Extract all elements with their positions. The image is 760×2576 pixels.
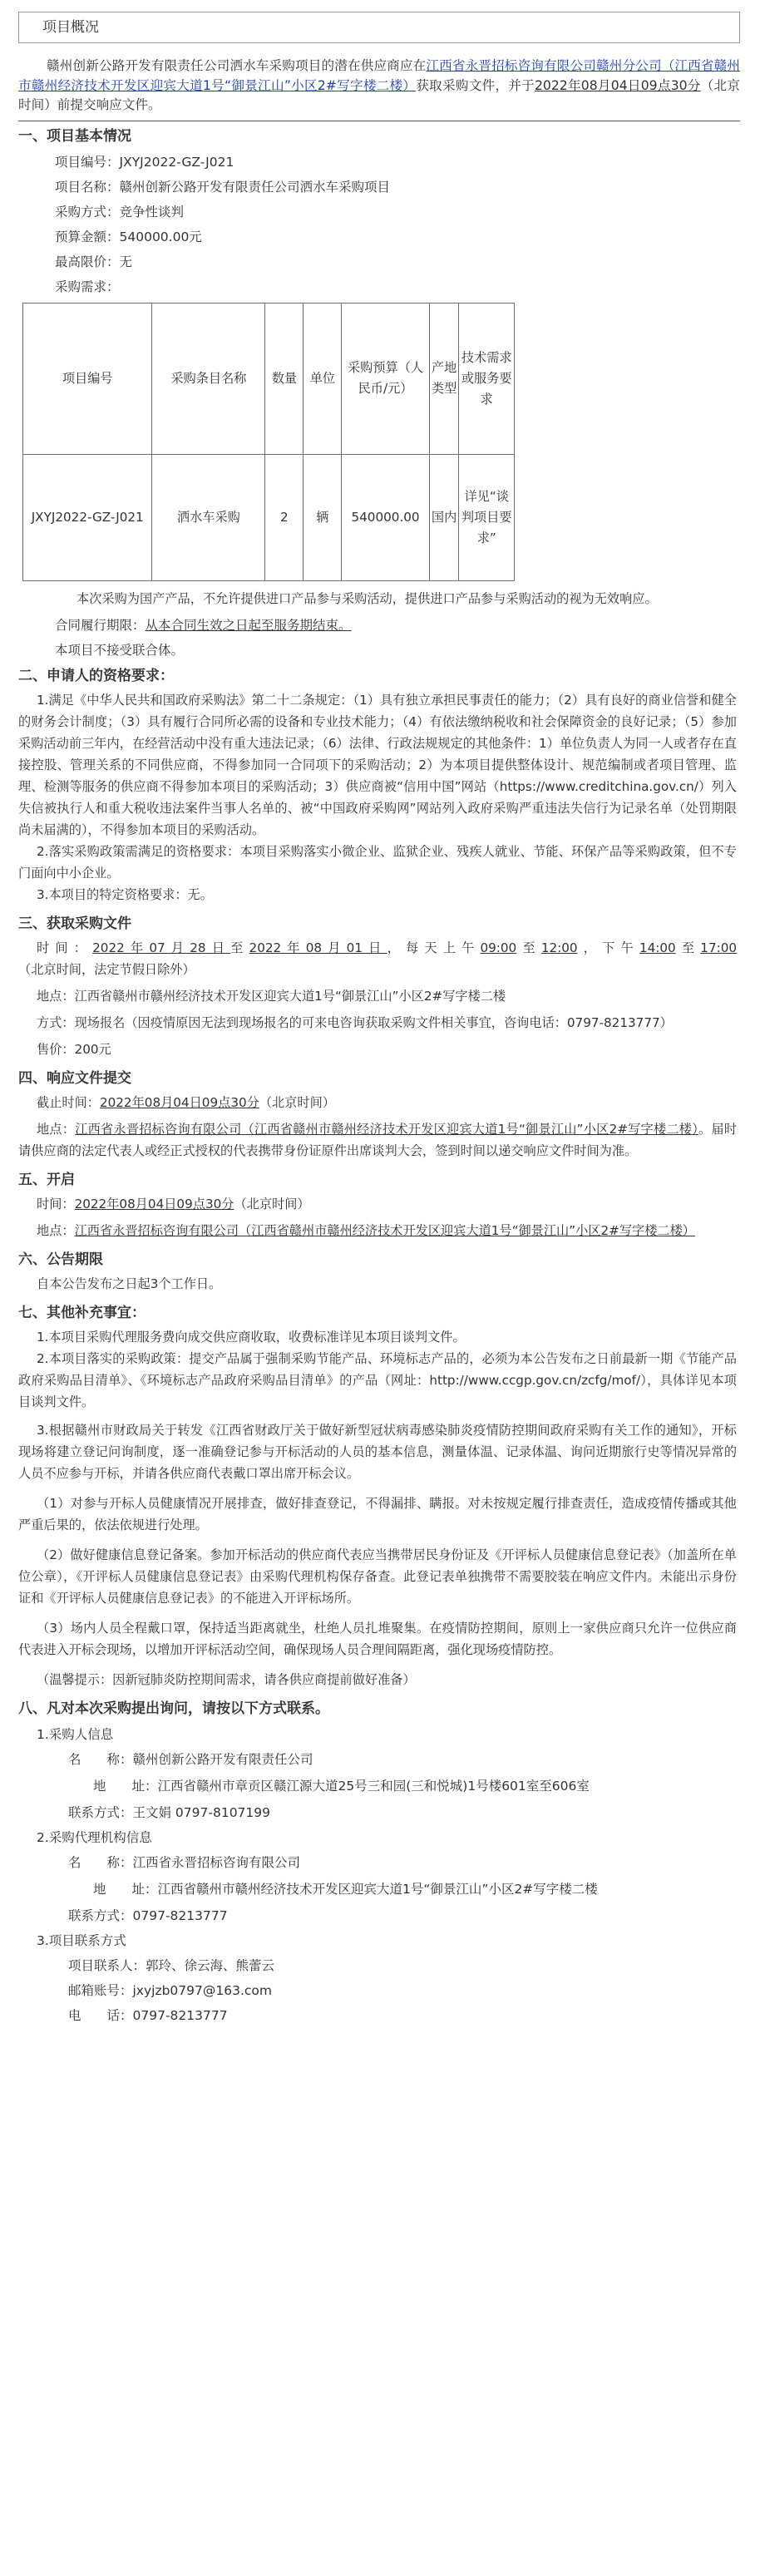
summary-paragraph [18,57,740,116]
table-header-cell: 数量 [265,303,304,454]
budget-amount: 预算金额：540000.00元 [55,229,202,244]
table-header-cell: 采购预算（人民币/元） [342,303,429,454]
contract-period-value: 从本合同生效之日起至服务期结束。 [145,617,352,633]
consortium-note: 本项目不接受联合体。 [55,642,185,658]
purchaser-heading: 1.采购人信息 [37,1726,114,1742]
time-tail: （北京时间，法定节假日除外） [18,961,195,977]
acquisition-method: 方式：现场报名（因疫情原因无法到现场报名的可来电咨询获取采购文件相关事宜，咨询电话：0797-8213777） [37,1014,673,1030]
domestic-note: 本次采购为国产产品，不允许提供进口产品参与采购活动，提供进口产品参与采购活动的视为无效响应。 [76,590,658,606]
place-tail: 。届时请供应商的法定代表人或经正式授权的代表携带身份证原件出席谈判大会，签到时间以递交响应文件时间为准。 [18,1121,738,1158]
agency-heading: 2.采购代理机构信息 [37,1829,152,1845]
table-cell: 辆 [304,454,342,580]
agency-address-link[interactable]: （江西省赣州市赣州经济技术开发区迎宾大道1号“御景江山”小区2#写字楼二楼） [18,58,740,93]
section-1-title: 一、项目基本情况 [18,127,131,145]
agency-name-link[interactable]: 江西省永晋招标咨询有限公司赣州分公司 [426,58,662,73]
requirements-table [22,303,515,581]
opening-time-value: 2022年08月04日09点30分 [74,1196,234,1212]
supplement-3: 3.根据赣州市财政局关于转发《江西省财政厅关于做好新型冠状病毒感染肺炎疫情防控期间政府采购有关工作的通知》，开标现场将建立登记问询制度，逐一准确登记参与开标活动的人员的基本信息，测量体温、记录体温、询问近期旅行史等情况异常的人员不应参与开标，并请各供应商代表戴口罩出席开标会议。 [18,1422,737,1481]
procurement-needs-label: 采购需求： [55,279,120,294]
opening-place-value: 江西省永晋招标咨询有限公司（江西省赣州市赣州经济技术开发区迎宾大道1号“御景江山”小区2#写字楼二楼） [74,1222,695,1238]
project-number: 项目编号：JXYJ2022-GZ-J021 [55,154,234,170]
pm-label: ，下午 [577,940,639,955]
section-2-title: 二、申请人的资格要求： [18,667,174,684]
table-header-cell: 技术需求或服务要求 [459,303,515,454]
purchaser-name-row [18,1747,740,1772]
place-label: 地点： [37,1121,76,1137]
agency-address-row [18,1878,740,1900]
pm-start: 14:00 [639,940,676,955]
deadline-tail: （北京时间） [259,1094,335,1110]
purchaser-name-label: 名 称： [68,1751,133,1767]
supplement-5: （2）做好健康信息登记备案。参加开标活动的供应商代表应当携带居民身份证及《开评标人员健康信息登记表》（加盖所在单位公章），《开评标人员健康信息登记表》由采购代理机构保存备查。此登记表单独携带不需要胶装在响应文件内。未能出示身份证和《开评标人员健康信息登记表》的不能进入开评标场所。 [18,1547,737,1606]
purchaser-name: 赣州创新公路开发有限责任公司 [132,1751,313,1767]
announcement-page [18,12,740,2028]
project-contact-phone: 电 话：0797-8213777 [68,2007,228,2023]
table-header-cell: 采购条目名称 [152,303,265,454]
opening-time-tail: （北京时间） [234,1196,310,1212]
max-price: 最高限价：无 [55,254,133,269]
qualification-item-2: 2.落实采购政策需满足的资格要求：本项目采购落实小微企业、监狱企业、残疾人就业、节能、环保产品等采购政策，但不专门面向中小企业。 [18,843,737,881]
section-6-title: 六、公告期限 [18,1251,103,1268]
opening-place-label: 地点： [37,1222,75,1238]
table-header-row [23,303,515,454]
acquisition-place: 地点：江西省赣州市赣州经济技术开发区迎宾大道1号“御景江山”小区2#写字楼二楼 [37,988,506,1004]
purchaser-address-row [18,1775,740,1797]
notice-period: 自本公告发布之日起3个工作日。 [37,1276,222,1291]
supplement-4: （1）对参与开标人员健康情况开展排查，做好排查登记，不得漏排、瞒报。对未按规定履行排查责任，造成疫情传播或其他严重后果的，依法依规进行处理。 [18,1495,737,1532]
place-value: 江西省永晋招标咨询有限公司（江西省赣州市赣州经济技术开发区迎宾大道1号“御景江山”小区2#写字楼二楼） [75,1121,699,1137]
section-8-title: 八、凡对本次采购提出询问，请按以下方式联系。 [18,1700,329,1717]
pm-end: 17:00 [700,940,738,955]
overview-box [18,12,740,43]
date-start: 2022年07月28日 [92,940,231,955]
opening-time-label: 时间： [37,1196,75,1212]
contract-period-label: 合同履行期限： [55,617,146,633]
section-5-title: 五、开启 [18,1171,75,1188]
agency-contact: 联系方式：0797-8213777 [68,1907,228,1923]
project-contact-people: 项目联系人：郭玲、徐云海、熊蕾云 [68,1957,275,1973]
purchaser-contact: 联系方式：王文娟 0797-8107199 [68,1804,270,1820]
section-3-title: 三、获取采购文件 [18,915,131,932]
table-row [23,454,515,580]
submission-place [18,1118,740,1162]
submission-deadline [18,1092,740,1113]
project-contact-email: 邮箱账号：jxyjzb0797@163.com [68,1982,272,1998]
qualification-item-1: 1.满足《中华人民共和国政府采购法》第二十二条规定：（1）具有独立承担民事责任的能力；（2）具有良好的商业信誉和健全的财务会计制度；（3）具有履行合同所必需的设备和专业技术能力；（4）有依法缴纳税收和社会保障资金的良好记录；（5）参加采购活动前三年内，在经营活动中没有重大违法记录；（6）法律、行政法规规定的其他条件：1）单位负责人为同一人或者存在直接控股、管理关系的不同供应商，不得参加同一合同项下的采购活动；2）为本项目提供整体设计、规范编制或者项目管理、监理、检测等服务的供应商不得参加本项目的采购活动；3）供应商被“信用中国”网站（https://www.creditchina.gov.cn/）列入失信被执行人和重大税收违法案件当事人名单的、被“中国政府采购网”网站列入政府采购严重违法失信行为记录名单（处罚期限尚未届满的），不得参加本项目的采购活动。 [18,692,737,837]
summary-text-3: （北京时间）前提交响应文件。 [18,77,740,112]
time-label: 时间： [37,940,93,955]
agency-name-label: 名 称： [68,1854,133,1870]
table-cell: 540000.00 [342,454,429,580]
am-end: 12:00 [540,940,578,955]
to-text: 至 [675,940,701,955]
agency-address: 江西省赣州市赣州经济技术开发区迎宾大道1号“御景江山”小区2#写字楼二楼 [157,1881,598,1897]
summary-deadline: 2022年08月04日09点30分 [535,77,701,93]
supplement-1: 1.本项目采购代理服务费向成交供应商收取，收费标准详见本项目谈判文件。 [37,1329,466,1345]
table-cell: 洒水车采购 [152,454,265,580]
table-cell: 国内 [429,454,459,580]
project-contact-heading: 3.项目联系方式 [37,1932,126,1948]
summary-text-2: 获取采购文件，并于 [416,77,535,93]
to-text: 至 [230,940,249,955]
section-4-title: 四、响应文件提交 [18,1069,131,1087]
purchaser-address: 江西省赣州市章贡区赣江源大道25号三和园(三和悦城)1号楼601室至606室 [157,1778,590,1794]
procurement-method: 采购方式：竞争性谈判 [55,204,185,220]
document-price: 售价：200元 [37,1041,111,1057]
date-end: 2022年08月01日 [249,940,387,955]
table-header-cell: 产地类型 [429,303,459,454]
table-header-cell: 单位 [304,303,342,454]
table-header-cell: 项目编号 [23,303,152,454]
contract-period [18,613,740,638]
daily-text: ，每天上午 [387,940,481,955]
qualification-item-3: 3.本项目的特定资格要求：无。 [37,886,213,902]
table-cell: 2 [265,454,304,580]
agency-address-label: 地 址： [93,1881,158,1897]
acquisition-time [18,937,740,980]
opening-place [18,1220,740,1241]
opening-time [18,1193,740,1215]
overview-label: 项目概况 [42,19,99,36]
supplement-6: （3）场内人员全程戴口罩，保持适当距离就坐，杜绝人员扎堆聚集。在疫情防控期间，原则上一家供应商只允许一位供应商代表进入开标会现场，以增加开评标活动空间，确保现场人员合理间隔距离，强化现场疫情防控。 [18,1620,737,1657]
to-text: 至 [516,940,541,955]
summary-text-1: 赣州创新公路开发有限责任公司洒水车采购项目的潜在供应商应在 [47,58,427,73]
purchaser-address-label: 地 址： [93,1778,158,1794]
deadline-value: 2022年08月04日09点30分 [99,1094,259,1110]
project-name: 项目名称：赣州创新公路开发有限责任公司洒水车采购项目 [55,179,391,195]
table-cell: 详见“谈判项目要求” [459,454,515,580]
supplement-2: 2.本项目落实的采购政策：提交产品属于强制采购节能产品、环境标志产品的，必须为本公告发布之日前最新一期《节能产品政府采购品目清单》、《环境标志产品政府采购品目清单》的产品（网址：http://www.ccgp.gov.cn/zcfg/mof/），具体详见本项目谈判文件。 [18,1350,737,1409]
deadline-label: 截止时间： [37,1094,100,1110]
agency-name: 江西省永晋招标咨询有限公司 [132,1854,301,1870]
section-7-title: 七、其他补充事宜： [18,1304,146,1321]
am-start: 09:00 [480,940,517,955]
agency-name-row [18,1850,740,1875]
table-cell: JXYJ2022-GZ-J021 [23,454,152,580]
supplement-7: （温馨提示：因新冠肺炎防控期间需求，请各供应商提前做好准备） [37,1671,416,1687]
